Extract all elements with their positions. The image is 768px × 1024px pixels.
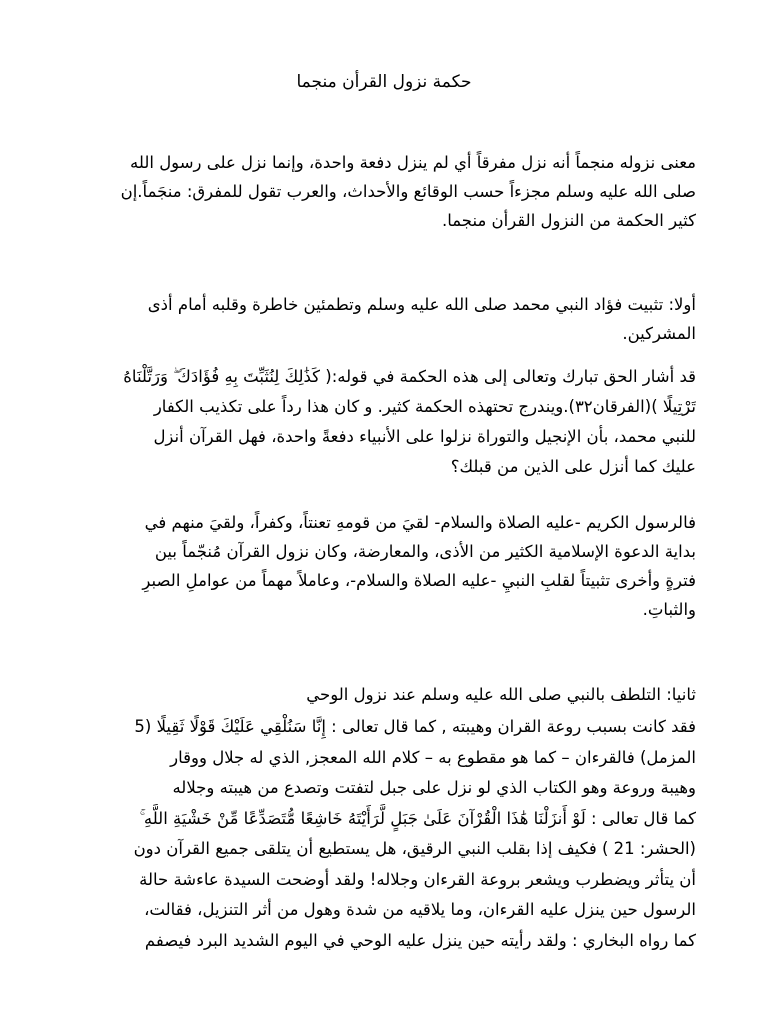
- text-line: فقد كانت بسبب روعة القران وهيبته , كما قال تعالى : إِنَّا سَنُلْقِي عَلَيْكَ قَوْلًا ثَقِيلًا (5: [134, 717, 696, 736]
- text-line: (الحشر: 21 ) فكيف إذا بقلب النبي الرقيق، هل يستطيع أن يتلقى جميع القرآن دون: [133, 839, 696, 858]
- text-line: معنى نزوله منجماً أنه نزل مفرقاً أي لم ينزل دفعة واحدة، وإنما نزل على رسول الله: [130, 153, 696, 172]
- text-line: كما رواه البخاري : ولقد رأيته حين ينزل عليه الوحي في اليوم الشديد البرد فيصفم: [144, 930, 696, 950]
- text-line: والثباتِ.: [642, 600, 696, 619]
- text-line: بداية الدعوة الإسلامية الكثير من الأذى، والمعارضة، وكان نزول القرآن مُنجّماً بين: [154, 542, 696, 561]
- text-line: أولا: تثبيت فؤاد النبي محمد صلى الله عليه وسلم وتطمئين خاطرة وقلبه أمام أذى: [147, 295, 696, 314]
- section2-heading: [70, 680, 696, 709]
- text-line: قد أشار الحق تبارك وتعالى إلى هذه الحكمة في قوله:( كَذَٰلِكَ لِنُثَبِّتَ بِهِ فُؤَادَكَ ۖ وَرَتَّلْنَاهُ: [123, 367, 696, 386]
- page-title: حكمة نزول القرأن منجما: [296, 72, 472, 92]
- section2-paragraph: [70, 712, 696, 956]
- section1-heading: [70, 290, 696, 348]
- section1-paragraph-2: [70, 508, 696, 624]
- intro-paragraph: [70, 148, 696, 235]
- text-line: الرسول حين ينزل عليه القرءان، وما يلاقيه من شدة وهول من أثر التنزيل، فقالت،: [144, 900, 696, 919]
- text-line: المزمل) فالقرءان – كما هو مقطوع به – كلام الله المعجز, الذي له جلال ووقار: [170, 747, 696, 767]
- text-line: أن يتأثر ويضطرب ويشعر بروعة القرءان وجلاله! ولقد أوضحت السيدة عاءشة حالة: [139, 869, 696, 889]
- text-line: تَرْتِيلًا )(الفرقان٣٢).ويندرج تحتهذه الحكمة كثير. و كان هذا رداً على تكذيب الكفار: [153, 397, 696, 416]
- text-line: فترةٍ وأخرى تثبيتاً لقلبِ النبيِ -عليه الصلاة والسلام-، وعاملاً مهماً من عواملِ الصبرِ: [142, 571, 696, 590]
- text-line: فالرسول الكريم -عليه الصلاة والسلام- لقيَ من قومهِ تعنتاً، وكفراً، ولقيَ منهم في: [144, 513, 696, 532]
- section1-paragraph: [70, 362, 696, 482]
- text-line: كثير الحكمة من النزول القرأن منجما.: [442, 211, 696, 230]
- text-line: المشركين.: [622, 324, 696, 343]
- text-line: عليك كما أنزل على الذين من قبلك؟: [450, 457, 696, 476]
- text-line: للنبي محمد، بأن الإنجيل والتوراة نزلوا على الأنبياء دفعةً واحدة، فهل القرآن أنزل: [153, 427, 696, 446]
- text-line: ثانيا: التلطف بالنبي صلى الله عليه وسلم عند نزول الوحي: [306, 685, 696, 704]
- text-line: وهيبة وروعة وهو الكتاب الذي لو نزل على جبل لتفتت وتصدع من هيبته وجلاله: [172, 778, 696, 797]
- text-line: كما قال تعالى : لَوْ أَنزَلْنَا هَٰذَا الْقُرْآنَ عَلَىٰ جَبَلٍ لَّرَأَيْتَهُ خَاشِعًا مُّتَصَدِّعًا مِّنْ خَشْيَةِ اللَّهِ ۚ: [139, 808, 696, 828]
- text-line: صلى الله عليه وسلم مجزءاً حسب الوقائع والأحداث، والعرب تقول للمفرق: منجَماً.إن: [120, 182, 696, 201]
